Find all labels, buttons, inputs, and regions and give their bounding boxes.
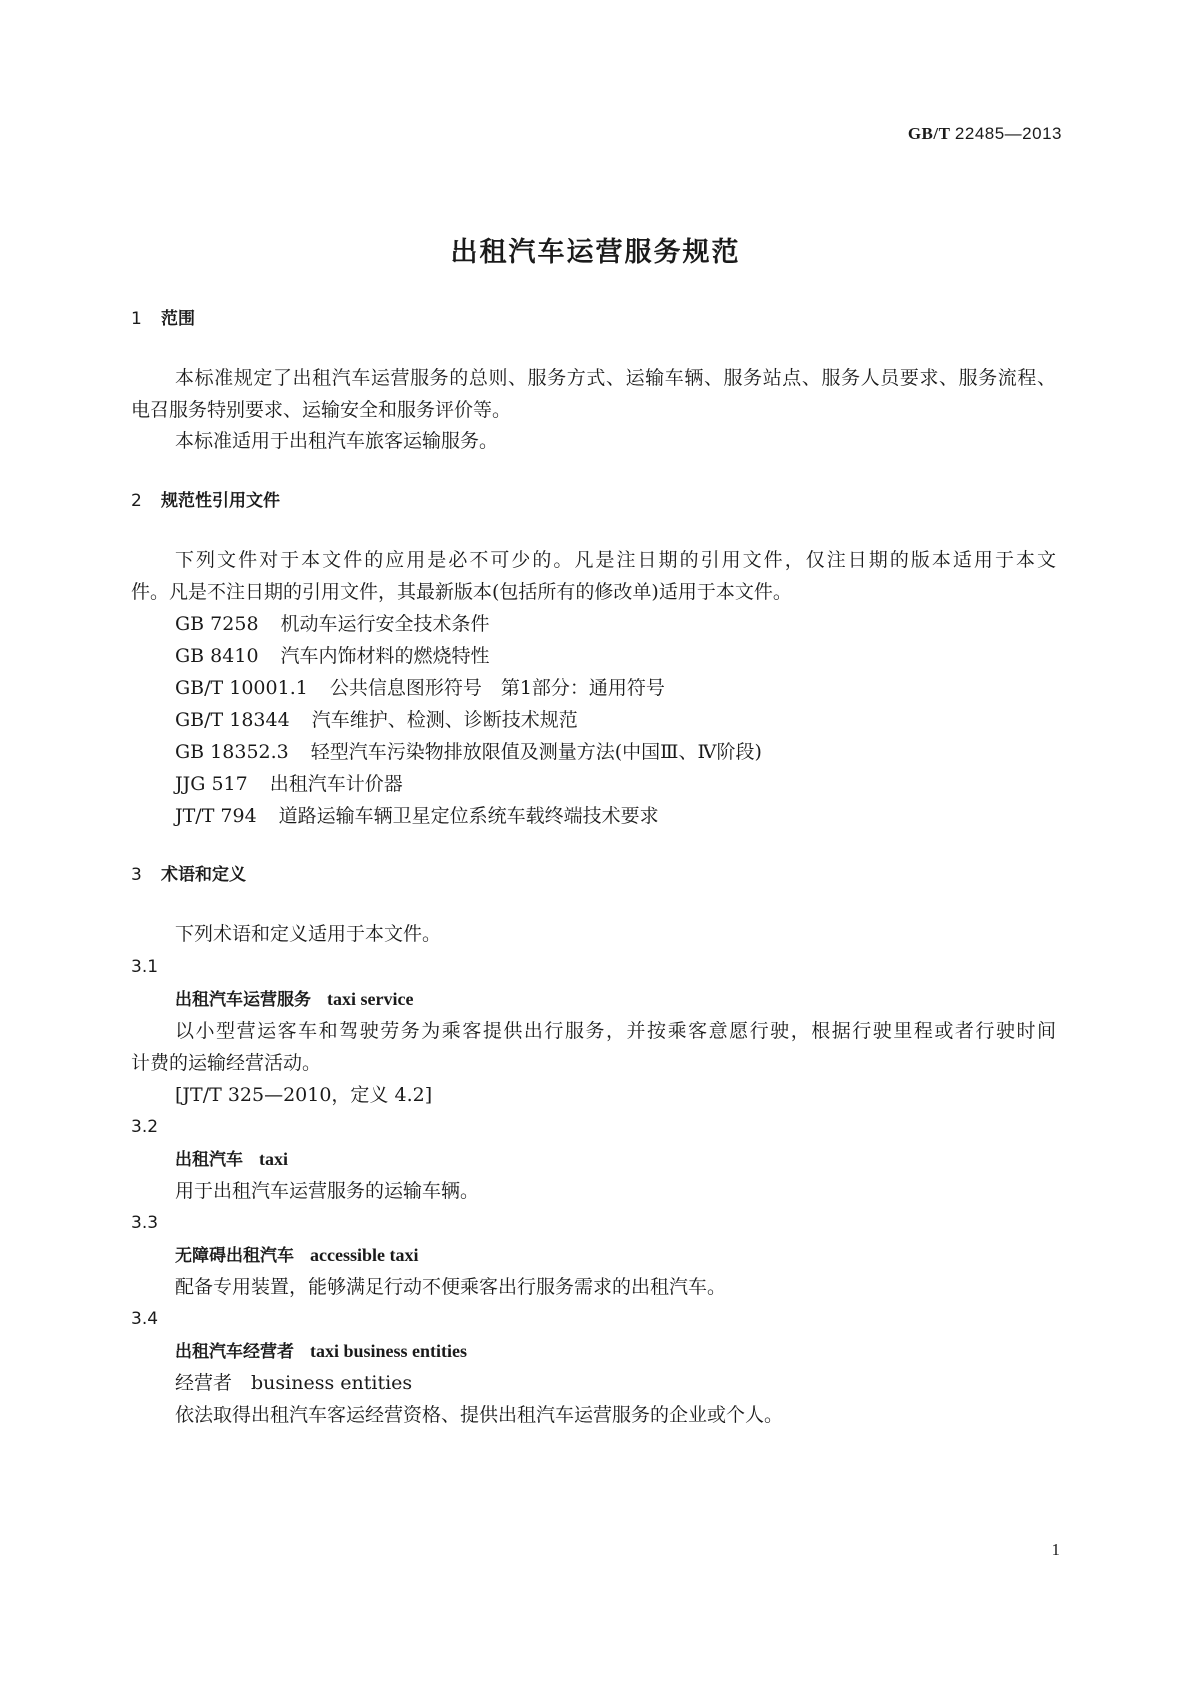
standard-prefix: GB/T — [907, 124, 951, 143]
reference-title: 公共信息图形符号 第1部分：通用符号 — [329, 677, 665, 699]
reference-code: JJG 517 — [175, 773, 248, 795]
section-title: 规范性引用文件 — [161, 491, 280, 511]
term-cn: 出租汽车 — [175, 1150, 243, 1170]
reference-code: GB 8410 — [175, 645, 259, 667]
reference-code: JT/T 794 — [175, 805, 257, 827]
paragraph-line: 下列术语和定义适用于本文件。 — [175, 923, 442, 945]
term-heading — [175, 987, 413, 1012]
reference-code: GB/T 18344 — [175, 709, 290, 731]
reference-item — [175, 708, 578, 732]
term-en: taxi service — [327, 989, 414, 1009]
section-number: 1 — [131, 309, 142, 329]
reference-item — [175, 740, 762, 764]
section-3-heading — [131, 863, 246, 887]
paragraph-line — [131, 548, 1056, 572]
term-number: 3.2 — [131, 1117, 159, 1137]
reference-item — [175, 612, 490, 636]
standard-number — [908, 124, 1062, 144]
paragraph-line: 电召服务特别要求、运输安全和服务评价等。 — [131, 399, 512, 421]
page-number: 1 — [1051, 1540, 1060, 1559]
definition-text: 以小型营运客车和驾驶劳务为乘客提供出行服务，并按乘客意愿行驶，根据行驶里程或者行驶时间 — [175, 1020, 1056, 1042]
paragraph-line: 本标准适用于出租汽车旅客运输服务。 — [175, 430, 499, 452]
reference-code: GB 7258 — [175, 613, 259, 635]
reference-item — [175, 644, 490, 668]
term-cn: 无障碍出租汽车 — [175, 1246, 294, 1266]
definition-line: 依法取得出租汽车客运经营资格、提供出租汽车运营服务的企业或个人。 — [175, 1404, 784, 1426]
section-number: 2 — [131, 491, 142, 511]
definition-line — [131, 1019, 1056, 1043]
reference-code: GB/T 10001.1 — [175, 677, 308, 699]
paragraph-line — [131, 366, 1056, 390]
term-number: 3.3 — [131, 1213, 159, 1233]
reference-title: 机动车运行安全技术条件 — [280, 613, 490, 635]
definition-line: 计费的运输经营活动。 — [131, 1052, 322, 1074]
reference-title: 道路运输车辆卫星定位系统车载终端技术要求 — [278, 805, 659, 827]
term-number: 3.1 — [131, 957, 159, 977]
reference-item — [175, 772, 403, 796]
paragraph-text: 下列文件对于本文件的应用是必不可少的。凡是注日期的引用文件，仅注日期的版本适用于本文 — [175, 549, 1056, 571]
section-number: 3 — [131, 865, 142, 885]
term-heading — [175, 1339, 467, 1364]
term-cn: 出租汽车经营者 — [175, 1342, 294, 1362]
reference-title: 轻型汽车污染物排放限值及测量方法(中国Ⅲ、Ⅳ阶段) — [310, 741, 762, 763]
standard-code: 22485—2013 — [954, 124, 1062, 143]
section-1-heading — [131, 307, 195, 331]
document-title: 出租汽车运营服务规范 — [450, 237, 741, 268]
term-en: taxi — [259, 1149, 288, 1169]
definition-line: 配备专用装置，能够满足行动不便乘客出行服务需求的出租汽车。 — [175, 1276, 727, 1298]
reference-title: 汽车内饰材料的燃烧特性 — [280, 645, 490, 667]
reference-item — [175, 804, 659, 828]
term-en: accessible taxi — [310, 1245, 419, 1265]
term-number: 3.4 — [131, 1309, 159, 1329]
reference-title: 汽车维护、检测、诊断技术规范 — [311, 709, 578, 731]
section-title: 术语和定义 — [161, 865, 246, 885]
term-cn: 出租汽车运营服务 — [175, 990, 311, 1010]
definition-line: 用于出租汽车运营服务的运输车辆。 — [175, 1180, 480, 1202]
term-heading — [175, 1243, 418, 1268]
paragraph-line: 件。凡是不注日期的引用文件，其最新版本(包括所有的修改单)适用于本文件。 — [131, 581, 792, 603]
section-title: 范围 — [161, 309, 195, 329]
section-2-heading — [131, 489, 280, 513]
term-alternative: 经营者 business entities — [175, 1372, 413, 1394]
term-heading — [175, 1147, 288, 1172]
definition-source: [JT/T 325—2010，定义 4.2] — [175, 1084, 433, 1106]
reference-title: 出租汽车计价器 — [269, 773, 403, 795]
term-en: taxi business entities — [310, 1341, 468, 1361]
paragraph-text: 本标准规定了出租汽车运营服务的总则、服务方式、运输车辆、服务站点、服务人员要求、服务流程、 — [175, 367, 1056, 389]
reference-item — [175, 676, 665, 700]
reference-code: GB 18352.3 — [175, 741, 289, 763]
